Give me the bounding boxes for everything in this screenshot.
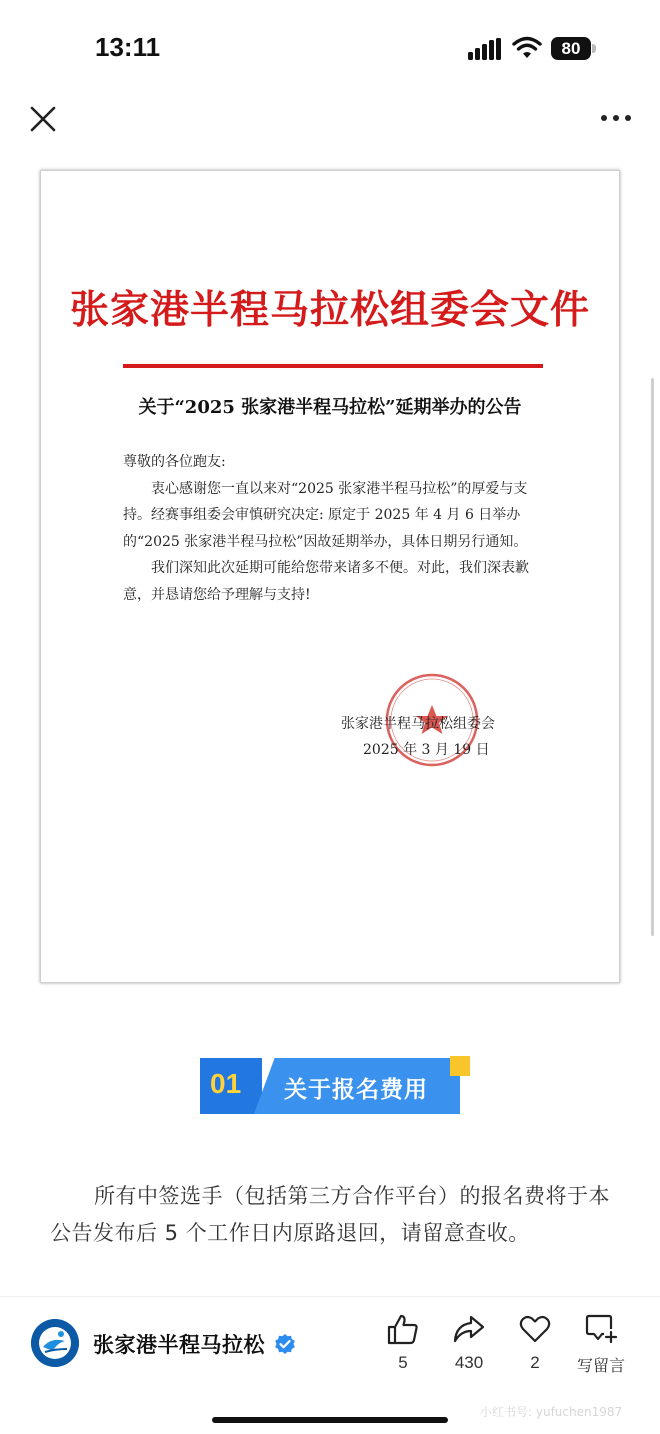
account-avatar[interactable] [31, 1319, 79, 1367]
scrollbar[interactable] [651, 378, 654, 936]
close-icon[interactable] [28, 104, 58, 134]
top-nav [0, 96, 660, 156]
account-name[interactable]: 张家港半程马拉松 [93, 1333, 265, 1357]
favorite-button[interactable] [505, 1313, 565, 1373]
watermark: 小红书号: yufuchen1987 [480, 1405, 623, 1419]
write-comment-label: 写留言 [576, 1356, 625, 1375]
comment-plus-icon [584, 1313, 618, 1345]
refund-paragraph: 所有中签选手（包括第三方合作平台）的报名费将于本公告发布后 5 个工作日内原路退回，请留意查收。 [50, 1184, 610, 1245]
document-subtitle: 关于“2025 张家港半程马拉松”延期举办的公告 [138, 397, 522, 418]
header-red-divider [123, 364, 543, 368]
favorite-count: 2 [530, 1353, 540, 1372]
document-signature: 张家港半程马拉松组委会 [341, 716, 495, 732]
share-arrow-icon [452, 1313, 486, 1345]
document-greeting: 尊敬的各位跑友: [123, 454, 226, 470]
announcement-document-image[interactable] [40, 170, 620, 983]
verified-badge-icon [274, 1333, 296, 1355]
bottom-action-bar [0, 1296, 660, 1434]
document-header: 张家港半程马拉松组委会文件 [69, 287, 590, 333]
wifi-icon [512, 36, 542, 60]
section-number: 01 [210, 1068, 242, 1099]
battery-percentage: 80 [561, 39, 581, 58]
section-heading [200, 1058, 472, 1114]
document-paragraph: 衷心感谢您一直以来对“2025 张家港半程马拉松”的厚爱与支持。经赛事组委会审慎研究决定: 原定于 2025 年 4 月 6 日举办的“2025 张家港半程马拉松”因故延期举办，具体日期另行通知。 [123, 480, 528, 550]
share-count: 430 [454, 1353, 484, 1372]
like-button[interactable] [373, 1313, 433, 1373]
share-button[interactable] [439, 1313, 499, 1373]
like-count: 5 [398, 1353, 408, 1372]
document-signature-block [341, 711, 495, 763]
runner-logo-icon [31, 1319, 79, 1367]
write-comment-button[interactable] [568, 1313, 634, 1376]
status-bar [0, 0, 660, 96]
document-paragraph: 我们深知此次延期可能给您带来诸多不便。对此，我们深表歉意，并恳请您给予理解与支持! [123, 560, 529, 603]
cellular-signal-icon [468, 38, 502, 60]
article-paragraph [50, 1178, 620, 1252]
thumbs-up-icon [386, 1313, 420, 1345]
battery-icon [551, 37, 597, 60]
home-indicator[interactable] [212, 1417, 448, 1423]
document-body [123, 449, 553, 608]
section-title: 关于报名费用 [284, 1077, 428, 1103]
status-time: 13:11 [95, 32, 161, 62]
more-options-icon[interactable] [598, 108, 634, 128]
document-date: 2025 年 3 月 19 日 [363, 742, 490, 758]
decorative-corner [450, 1056, 470, 1076]
heart-icon [518, 1313, 552, 1345]
